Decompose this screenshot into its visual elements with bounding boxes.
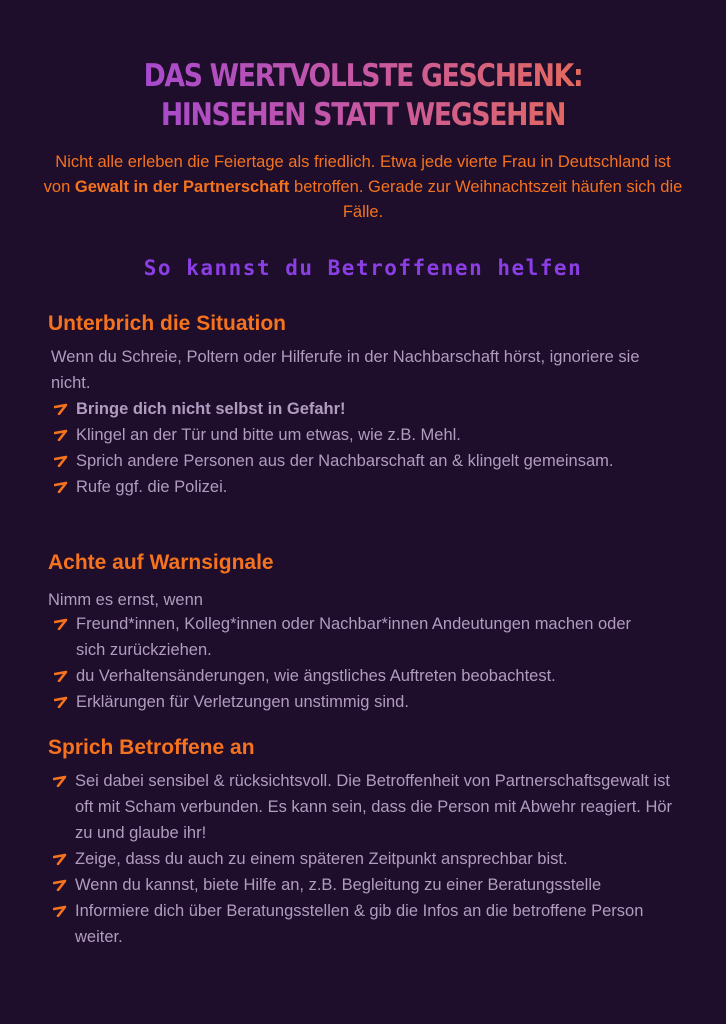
intro-text [40,150,686,225]
list-item [50,898,680,950]
list-item-text: Informiere dich über Beratungsstellen & gib die Infos an die betroffene Person weiter. [75,902,644,946]
list-interrupt [51,396,651,500]
headline-line-1: DAS WERTVOLLSTE GESCHENK: [51,57,675,96]
intro-part-1: Nicht alle erleben die Feiertage als friedlich. Etwa jede vierte Frau in Deutschland ist von [43,153,671,196]
list-item [51,448,651,474]
arrow-bullet-icon [53,775,67,787]
list-speak-to-affected [50,768,680,950]
list-item-text: Zeige, dass du auch zu einem späteren Zeitpunkt ansprechbar bist. [75,850,568,868]
list-item-text: du Verhaltensänderungen, wie ängstliches Auftreten beobachtest. [76,667,556,685]
list-item-text: Bringe dich nicht selbst in Gefahr! [76,400,346,418]
intro-bold: Gewalt in der Partnerschaft [74,178,290,196]
section-intro-interrupt: Wenn du Schreie, Poltern oder Hilferufe in der Nachbarschaft hörst, ignoriere sie nicht. [51,348,640,392]
list-item-text: Rufe ggf. die Polizei. [76,478,228,496]
arrow-bullet-icon [54,670,68,682]
list-warning-signs [51,611,661,715]
list-item [51,396,651,422]
list-item-text: Sprich andere Personen aus der Nachbarschaft an & klingelt gemeinsam. [76,452,614,470]
arrow-bullet-icon [54,696,68,708]
list-item-text: Klingel an der Tür und bitte um etwas, wie z.B. Mehl. [76,426,461,444]
arrow-bullet-icon [54,618,68,630]
list-item-text: Wenn du kannst, biete Hilfe an, z.B. Begleitung zu einer Beratungsstelle [75,876,602,894]
list-item [50,872,680,898]
list-item [50,768,680,846]
section-title-interrupt: Unterbrich die Situation [48,312,287,335]
list-item [50,846,680,872]
arrow-bullet-icon [54,455,68,467]
list-item-text: Erklärungen für Verletzungen unstimmig sind. [76,693,409,711]
section-intro-warning-signs: Nimm es ernst, wenn [48,591,203,609]
intro-part-2: betroffen. Gerade zur Weihnachtszeit häufen sich die Fälle. [289,178,683,221]
list-item [51,689,661,715]
arrow-bullet-icon [54,403,68,415]
arrow-bullet-icon [53,853,67,865]
section-title-speak-to-affected: Sprich Betroffene an [48,736,255,759]
list-item [51,474,651,500]
subheading: So kannst du Betroffenen helfen [143,256,583,280]
arrow-bullet-icon [54,429,68,441]
arrow-bullet-icon [53,879,67,891]
headline [51,57,675,135]
list-item [51,663,661,689]
list-item-text: Freund*innen, Kolleg*innen oder Nachbar*innen Andeutungen machen oder sich zurückziehen. [76,615,631,659]
arrow-bullet-icon [54,481,68,493]
section-title-warning-signs: Achte auf Warnsignale [48,551,274,574]
arrow-bullet-icon [53,905,67,917]
headline-line-2: HINSEHEN STATT WEGSEHEN [51,96,675,135]
list-item [51,422,651,448]
list-item-text: Sei dabei sensibel & rücksichtsvoll. Die Betroffenheit von Partnerschaftsgewalt ist oft mit Scham verbunden. Es kann sein, dass die Person mit Abwehr reagiert. Hör zu und glaube ihr! [75,772,673,842]
list-item [51,611,661,663]
